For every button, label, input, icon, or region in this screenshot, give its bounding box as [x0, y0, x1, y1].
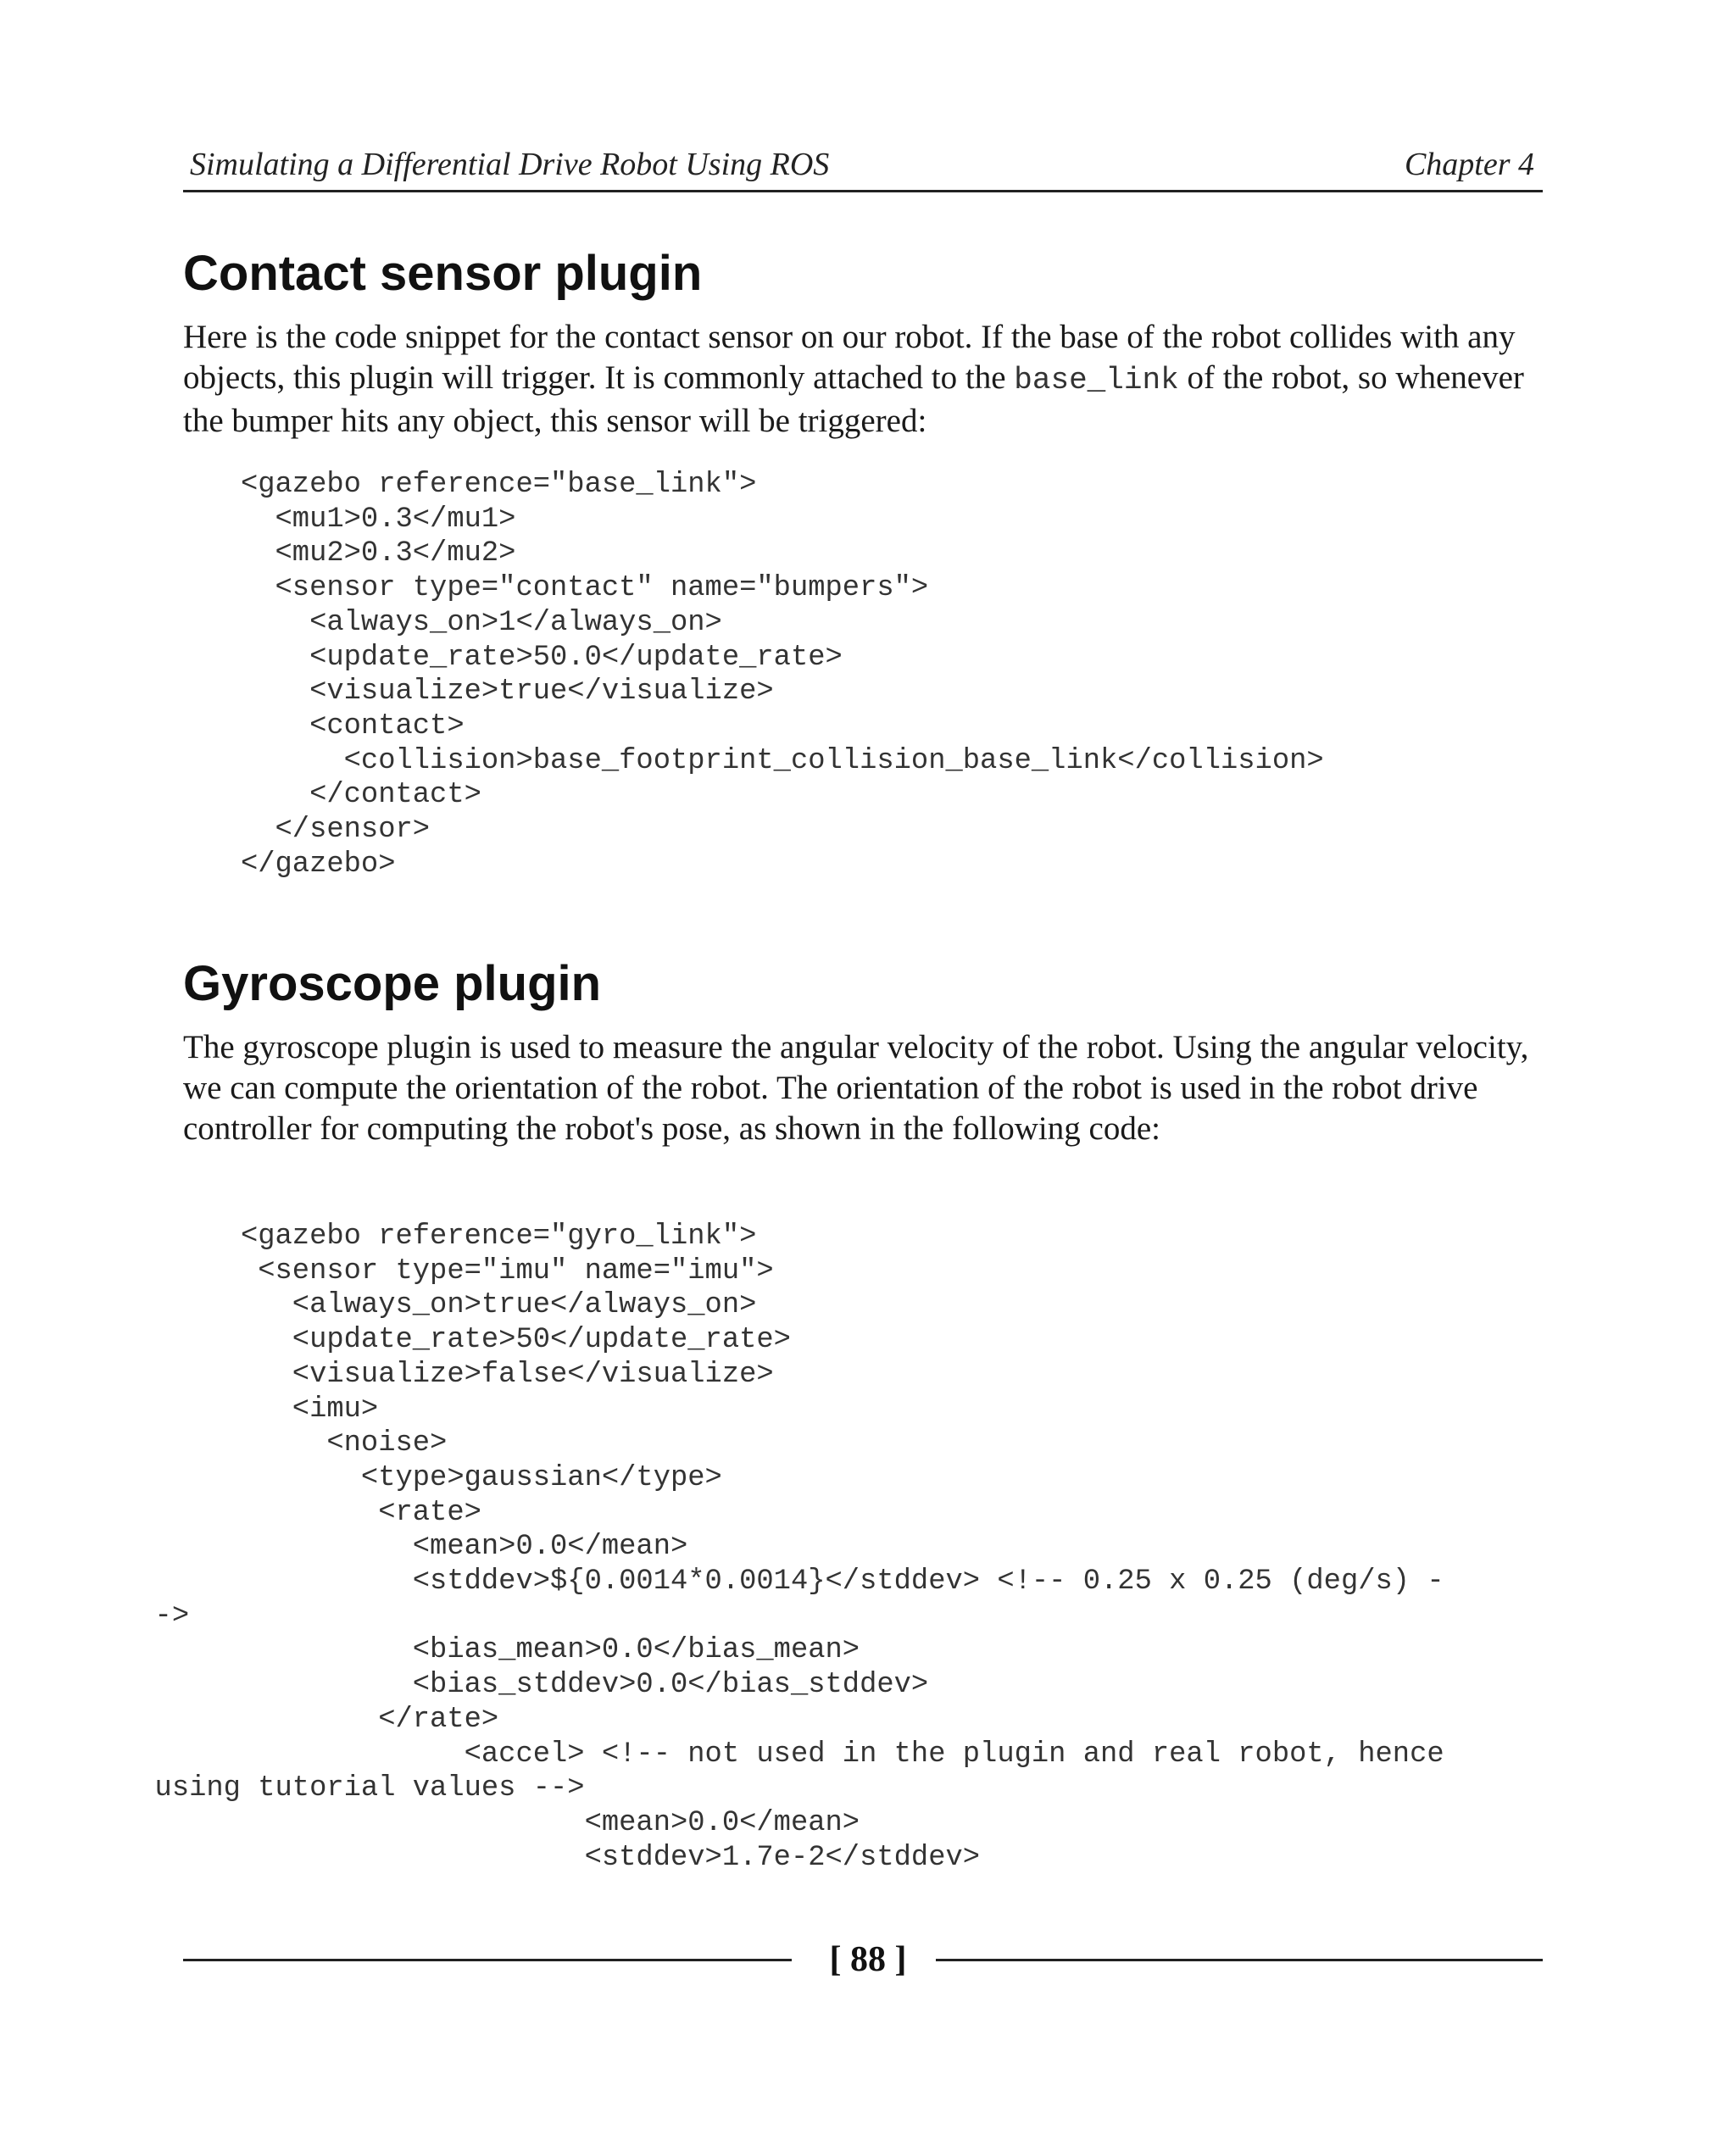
gyroscope-paragraph: The gyroscope plugin is used to measure the angular velocity of the robot. Using the angular velocity, we can compute the orientation of the robot. The orientation of the robot is used in the robot drive controller for computing the robot's pose, as shown in the following code:	[183, 1029, 1529, 1147]
code-line: <mean>0.0</mean>	[0, 1531, 688, 1564]
code-line: <noise>	[0, 1427, 448, 1460]
code-line: </contact>	[0, 779, 481, 812]
code-line: </gazebo>	[0, 848, 396, 881]
code-line: <type>gaussian</type>	[0, 1461, 722, 1494]
code-line: <stddev>1.7e-2</stddev>	[0, 1841, 981, 1874]
code-line: </rate>	[0, 1703, 499, 1736]
code-line: <always_on>true</always_on>	[0, 1289, 757, 1322]
code-line: <rate>	[0, 1496, 481, 1529]
code-block-gyroscope	[0, 1220, 1736, 1875]
book-title: Simulating a Differential Drive Robot Using ROS	[190, 147, 830, 182]
code-line: </sensor>	[0, 814, 431, 847]
inline-code-base-link: base_link	[1014, 363, 1179, 398]
code-line: <gazebo reference="gyro_link">	[0, 1221, 757, 1253]
code-line: using tutorial values -->	[0, 1772, 585, 1805]
code-line: <sensor type="imu" name="imu">	[0, 1254, 774, 1287]
section-heading-gyroscope: Gyroscope plugin	[183, 956, 602, 1011]
code-line: <accel> <!-- not used in the plugin and real robot, hence	[0, 1738, 1444, 1771]
paragraph-text: Here is the code snippet for the contact sensor on our robot. If the base of the robot collides with any objects, this plugin will trigger. It is commonly attached to the	[183, 319, 1516, 396]
chapter-label: Chapter 4	[1404, 147, 1534, 182]
code-line: <mean>0.0</mean>	[0, 1806, 860, 1839]
code-line: <always_on>1</always_on>	[0, 606, 722, 639]
code-line: <mu1>0.3</mu1>	[0, 503, 516, 536]
footer-rule-right	[936, 1959, 1543, 1961]
code-line: <collision>base_footprint_collision_base_link</collision>	[0, 744, 1324, 777]
code-line: <contact>	[0, 709, 465, 742]
code-line: ->	[0, 1599, 190, 1632]
code-block-contact-sensor	[0, 468, 1736, 881]
code-line: <mu2>0.3</mu2>	[0, 537, 516, 570]
code-line: <gazebo reference="base_link">	[0, 469, 757, 501]
contact-sensor-paragraph	[183, 317, 1548, 442]
section-heading-contact-sensor: Contact sensor plugin	[183, 246, 703, 301]
page-number: [ 88 ]	[829, 1940, 907, 1979]
code-line: <update_rate>50</update_rate>	[0, 1324, 791, 1357]
code-line: <update_rate>50.0</update_rate>	[0, 641, 843, 674]
code-line: <bias_stddev>0.0</bias_stddev>	[0, 1669, 929, 1702]
code-line: <imu>	[0, 1393, 379, 1426]
code-line: <sensor type="contact" name="bumpers">	[0, 572, 929, 605]
code-line: <stddev>${0.0014*0.0014}</stddev> <!-- 0.25 x 0.25 (deg/s) -	[0, 1565, 1444, 1599]
footer-rule-left	[183, 1959, 792, 1961]
code-line: <visualize>false</visualize>	[0, 1358, 774, 1391]
code-line: <visualize>true</visualize>	[0, 676, 774, 709]
paragraph-text: of the robot, so whenever the bumper hits any object, this sensor will be triggered:	[183, 359, 1524, 439]
running-header	[183, 146, 1543, 192]
code-line: <bias_mean>0.0</bias_mean>	[0, 1634, 860, 1667]
